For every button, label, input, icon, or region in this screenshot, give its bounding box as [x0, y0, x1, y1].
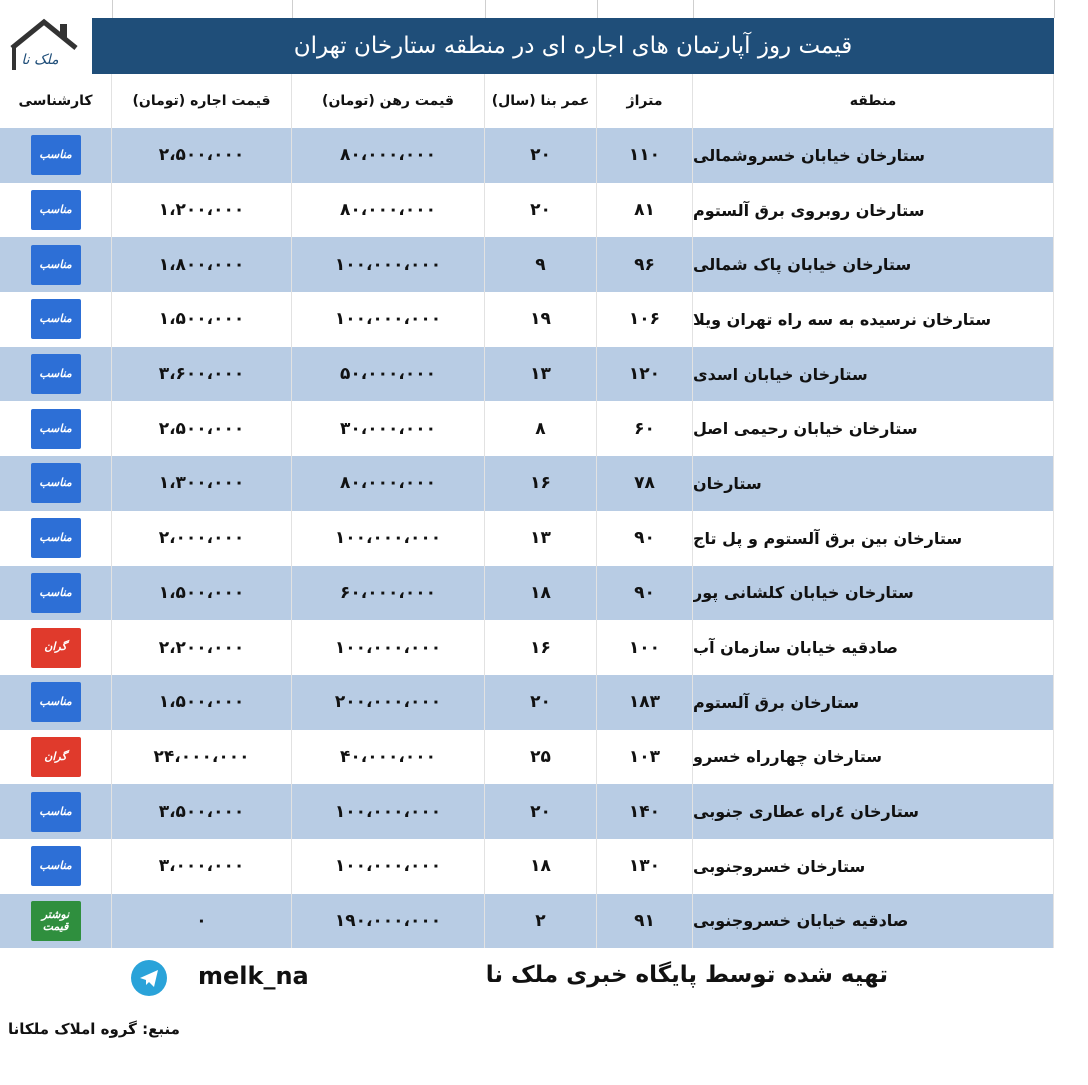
deposit-cell: ۲۰۰،۰۰۰،۰۰۰: [292, 675, 485, 730]
agent-cell: [0, 566, 112, 621]
age-cell: ۲۵: [485, 730, 597, 785]
age-cell: ۱۸: [485, 566, 597, 621]
rent-cell: ۰: [112, 894, 292, 949]
table-row: [0, 237, 1054, 292]
agent-cell: [0, 347, 112, 402]
region-cell: صادقیه خیابان خسروجنوبی: [693, 894, 1054, 949]
deposit-cell: ۱۰۰،۰۰۰،۰۰۰: [292, 237, 485, 292]
table-row: [0, 566, 1054, 621]
rating-badge: مناسب: [31, 573, 81, 613]
rating-badge: نوشتر قیمت: [31, 901, 81, 941]
area-cell: ۱۳۰: [597, 839, 693, 894]
rating-badge: گران: [31, 737, 81, 777]
region-cell: ستارخان خیابان رحیمی اصل: [693, 401, 1054, 456]
area-cell: ۱۸۳: [597, 675, 693, 730]
table-row: [0, 894, 1054, 949]
region-cell: ستارخان خیابان پاک شمالی: [693, 237, 1054, 292]
rent-cell: ۱،۵۰۰،۰۰۰: [112, 292, 292, 347]
grid-line: [693, 0, 694, 18]
rating-badge: مناسب: [31, 682, 81, 722]
area-cell: ۹۰: [597, 566, 693, 621]
table-row: [0, 839, 1054, 894]
rating-badge: مناسب: [31, 409, 81, 449]
area-cell: ۱۰۳: [597, 730, 693, 785]
deposit-cell: ۱۰۰،۰۰۰،۰۰۰: [292, 839, 485, 894]
telegram-handle: melk_na: [198, 962, 309, 990]
rent-cell: ۱،۳۰۰،۰۰۰: [112, 456, 292, 511]
page-title: قیمت روز آپارتمان های اجاره ای در منطقه ستارخان تهران: [293, 33, 853, 59]
agent-cell: [0, 292, 112, 347]
grid-line: [292, 0, 293, 18]
rating-badge: مناسب: [31, 299, 81, 339]
grid-line: [485, 0, 486, 18]
age-cell: ۲۰: [485, 128, 597, 183]
deposit-cell: ۴۰،۰۰۰،۰۰۰: [292, 730, 485, 785]
rent-cell: ۳،۵۰۰،۰۰۰: [112, 784, 292, 839]
region-cell: ستارخان نرسیده به سه راه تهران ویلا: [693, 292, 1054, 347]
rent-cell: ۳،۶۰۰،۰۰۰: [112, 347, 292, 402]
deposit-cell: ۸۰،۰۰۰،۰۰۰: [292, 456, 485, 511]
region-cell: ستارخان برق آلستوم: [693, 675, 1054, 730]
rating-badge: مناسب: [31, 135, 81, 175]
header-rent: قیمت اجاره (تومان): [112, 74, 292, 128]
region-cell: ستارخان خیابان خسروشمالی: [693, 128, 1054, 183]
deposit-cell: ۸۰،۰۰۰،۰۰۰: [292, 183, 485, 238]
area-cell: ۱۲۰: [597, 347, 693, 402]
area-cell: ۱۰۶: [597, 292, 693, 347]
deposit-cell: ۳۰،۰۰۰،۰۰۰: [292, 401, 485, 456]
table-body: [0, 128, 1054, 948]
area-cell: ۱۱۰: [597, 128, 693, 183]
agent-cell: [0, 620, 112, 675]
table-header: [0, 74, 1054, 128]
agent-cell: [0, 784, 112, 839]
prepared-by: تهیه شده توسط پایگاه خبری ملک نا: [485, 962, 888, 988]
rating-badge: مناسب: [31, 463, 81, 503]
agent-cell: [0, 511, 112, 566]
age-cell: ۲: [485, 894, 597, 949]
age-cell: ۸: [485, 401, 597, 456]
age-cell: ۱۳: [485, 347, 597, 402]
header-region: منطقه: [693, 74, 1054, 128]
table-row: [0, 620, 1054, 675]
area-cell: ۹۱: [597, 894, 693, 949]
table-row: [0, 183, 1054, 238]
agent-cell: [0, 894, 112, 949]
area-cell: ۸۱: [597, 183, 693, 238]
rating-badge: مناسب: [31, 354, 81, 394]
deposit-cell: ۱۰۰،۰۰۰،۰۰۰: [292, 511, 485, 566]
header-deposit: قیمت رهن (تومان): [292, 74, 485, 128]
source-note: منبع: گروه املاک ملکانا: [8, 1020, 180, 1038]
area-cell: ۱۰۰: [597, 620, 693, 675]
table-row: [0, 128, 1054, 183]
house-logo-icon: [6, 18, 90, 74]
deposit-cell: ۸۰،۰۰۰،۰۰۰: [292, 128, 485, 183]
rent-cell: ۲،۰۰۰،۰۰۰: [112, 511, 292, 566]
age-cell: ۹: [485, 237, 597, 292]
deposit-cell: ۱۰۰،۰۰۰،۰۰۰: [292, 784, 485, 839]
table-row: [0, 456, 1054, 511]
deposit-cell: ۱۰۰،۰۰۰،۰۰۰: [292, 292, 485, 347]
table-row: [0, 347, 1054, 402]
age-cell: ۱۶: [485, 620, 597, 675]
deposit-cell: ۱۹۰،۰۰۰،۰۰۰: [292, 894, 485, 949]
deposit-cell: ۵۰،۰۰۰،۰۰۰: [292, 347, 485, 402]
age-cell: ۱۸: [485, 839, 597, 894]
rent-cell: ۳،۰۰۰،۰۰۰: [112, 839, 292, 894]
rent-cell: ۱،۵۰۰،۰۰۰: [112, 566, 292, 621]
agent-cell: [0, 839, 112, 894]
agent-cell: [0, 401, 112, 456]
title-bar: [92, 18, 1054, 74]
header-area: متراژ: [597, 74, 693, 128]
rating-badge: مناسب: [31, 190, 81, 230]
area-cell: ۶۰: [597, 401, 693, 456]
region-cell: ستارخان بین برق آلستوم و پل تاج: [693, 511, 1054, 566]
region-cell: ستارخان خیابان اسدی: [693, 347, 1054, 402]
grid-line: [597, 0, 598, 18]
region-cell: ستارخان چهارراه خسرو: [693, 730, 1054, 785]
region-cell: ستارخان روبروی برق آلستوم: [693, 183, 1054, 238]
age-cell: ۲۰: [485, 784, 597, 839]
agent-cell: [0, 128, 112, 183]
grid-line: [112, 0, 113, 18]
region-cell: صادقیه خیابان سازمان آب: [693, 620, 1054, 675]
age-cell: ۱۶: [485, 456, 597, 511]
table-row: [0, 511, 1054, 566]
header-age: عمر بنا (سال): [485, 74, 597, 128]
table-row: [0, 292, 1054, 347]
region-cell: ستارخان خیابان کلشانی پور: [693, 566, 1054, 621]
age-cell: ۲۰: [485, 183, 597, 238]
agent-cell: [0, 237, 112, 292]
agent-cell: [0, 183, 112, 238]
rent-cell: ۱،۲۰۰،۰۰۰: [112, 183, 292, 238]
region-cell: ستارخان: [693, 456, 1054, 511]
area-cell: ۷۸: [597, 456, 693, 511]
logo-text: ملک نا: [21, 52, 59, 68]
area-cell: ۹۶: [597, 237, 693, 292]
deposit-cell: ۱۰۰،۰۰۰،۰۰۰: [292, 620, 485, 675]
rating-badge: مناسب: [31, 518, 81, 558]
agent-cell: [0, 730, 112, 785]
telegram-icon: [131, 960, 167, 996]
age-cell: ۱۹: [485, 292, 597, 347]
grid-line: [1054, 0, 1055, 18]
rating-badge: مناسب: [31, 245, 81, 285]
rent-cell: ۲،۲۰۰،۰۰۰: [112, 620, 292, 675]
area-cell: ۱۴۰: [597, 784, 693, 839]
rating-badge: مناسب: [31, 792, 81, 832]
deposit-cell: ۶۰،۰۰۰،۰۰۰: [292, 566, 485, 621]
age-cell: ۱۳: [485, 511, 597, 566]
rent-cell: ۱،۸۰۰،۰۰۰: [112, 237, 292, 292]
header-agent: کارشناسی: [0, 74, 112, 128]
table-row: [0, 675, 1054, 730]
table-row: [0, 784, 1054, 839]
table-row: [0, 730, 1054, 785]
rating-badge: مناسب: [31, 846, 81, 886]
rating-badge: گران: [31, 628, 81, 668]
region-cell: ستارخان ٤راه عطاری جنوبی: [693, 784, 1054, 839]
rent-cell: ۲،۵۰۰،۰۰۰: [112, 401, 292, 456]
region-cell: ستارخان خسروجنوبی: [693, 839, 1054, 894]
rent-cell: ۲۴،۰۰۰،۰۰۰: [112, 730, 292, 785]
logo: [6, 18, 90, 74]
agent-cell: [0, 675, 112, 730]
table-row: [0, 401, 1054, 456]
rent-cell: ۱،۵۰۰،۰۰۰: [112, 675, 292, 730]
rent-cell: ۲،۵۰۰،۰۰۰: [112, 128, 292, 183]
area-cell: ۹۰: [597, 511, 693, 566]
age-cell: ۲۰: [485, 675, 597, 730]
agent-cell: [0, 456, 112, 511]
